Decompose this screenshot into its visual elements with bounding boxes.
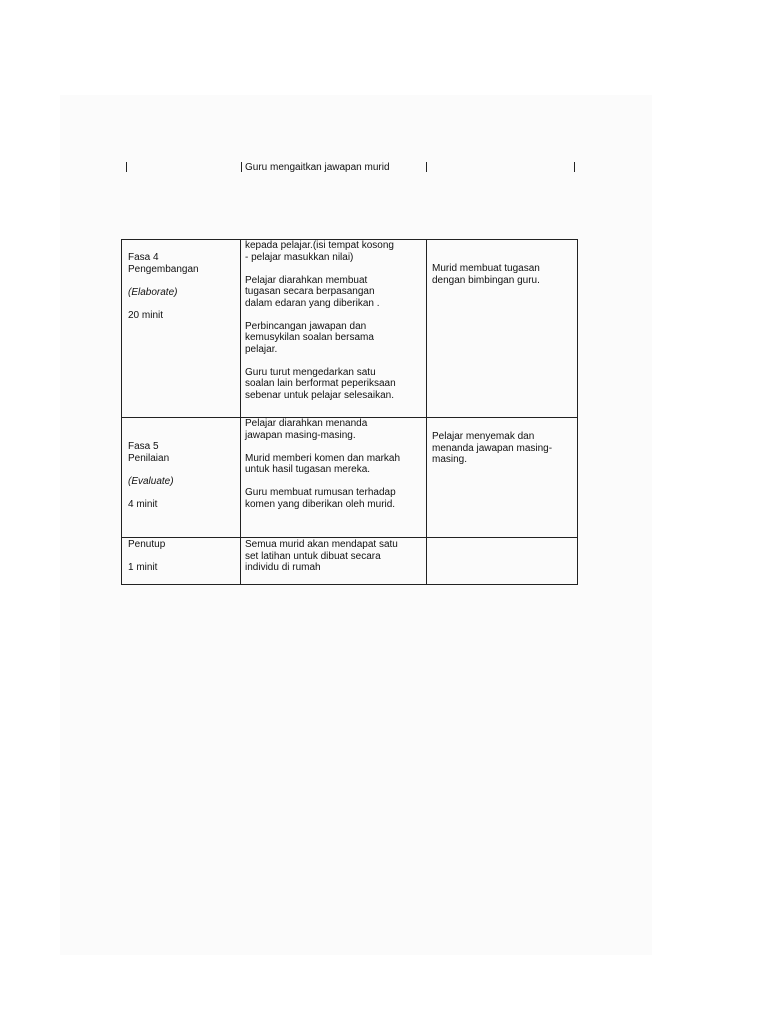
activity-line: - pelajar masukkan nilai) (245, 251, 354, 263)
activity-line: individu di rumah (245, 562, 321, 573)
phase-cell-penutup (128, 539, 238, 574)
previous-table-fragment (126, 162, 575, 172)
activity-line: menanda jawapan masing- (432, 442, 553, 454)
phase-cell-fasa-4 (128, 252, 238, 321)
activity-line: tugasan secara berpasangan (245, 286, 375, 297)
activity-line: komen yang diberikan oleh murid. (245, 498, 396, 510)
phase-name: Penutup (128, 539, 166, 550)
phase-name: Fasa 5 (128, 441, 159, 452)
phase-duration: 4 minit (128, 498, 158, 510)
phase-name: Penilaian (128, 452, 170, 464)
activity-line: Murid memberi komen dan markah (245, 452, 401, 464)
student-activity-cell (432, 431, 577, 466)
activity-line: Semua murid akan mendapat satu (245, 539, 398, 550)
phase-english: (Elaborate) (128, 286, 178, 298)
student-activity-cell (432, 263, 577, 286)
activity-line: Pelajar menyemak dan (432, 431, 535, 442)
activity-line: kepada pelajar.(isi tempat kosong (245, 240, 394, 251)
activity-line: Guru turut mengedarkan satu (245, 366, 376, 378)
activity-line: set latihan untuk dibuat secara (245, 550, 381, 562)
activity-line: pelajar. (245, 343, 278, 355)
phase-duration: 20 minit (128, 309, 164, 321)
phase-duration: 1 minit (128, 562, 158, 573)
teacher-activity-cell (245, 539, 425, 574)
teacher-activity-cell (245, 240, 425, 401)
activity-line: Pelajar diarahkan membuat (245, 274, 368, 286)
activity-line: jawapan masing-masing. (245, 429, 356, 441)
cut-off-text: Guru mengaitkan jawapan murid (245, 162, 390, 172)
activity-line: dalam edaran yang diberikan . (245, 297, 380, 309)
activity-line: Pelajar diarahkan menanda (245, 418, 368, 429)
activity-line: untuk hasil tugasan mereka. (245, 464, 371, 475)
lesson-plan-table (121, 239, 578, 585)
activity-line: sebenar untuk pelajar selesaikan. (245, 389, 394, 401)
activity-line: dengan bimbingan guru. (432, 274, 540, 286)
activity-line: soalan lain berformat peperiksaan (245, 378, 396, 389)
activity-line: masing. (432, 454, 468, 465)
activity-line: Murid membuat tugasan (432, 263, 540, 274)
activity-line: Guru membuat rumusan terhadap (245, 487, 396, 498)
phase-name: Fasa 4 (128, 252, 159, 263)
phase-english: (Evaluate) (128, 475, 174, 487)
phase-name: Pengembangan (128, 263, 199, 275)
teacher-activity-cell (245, 418, 425, 510)
activity-line: kemusykilan soalan bersama (245, 332, 374, 343)
phase-cell-fasa-5 (128, 441, 238, 510)
activity-line: Perbincangan jawapan dan (245, 320, 367, 332)
